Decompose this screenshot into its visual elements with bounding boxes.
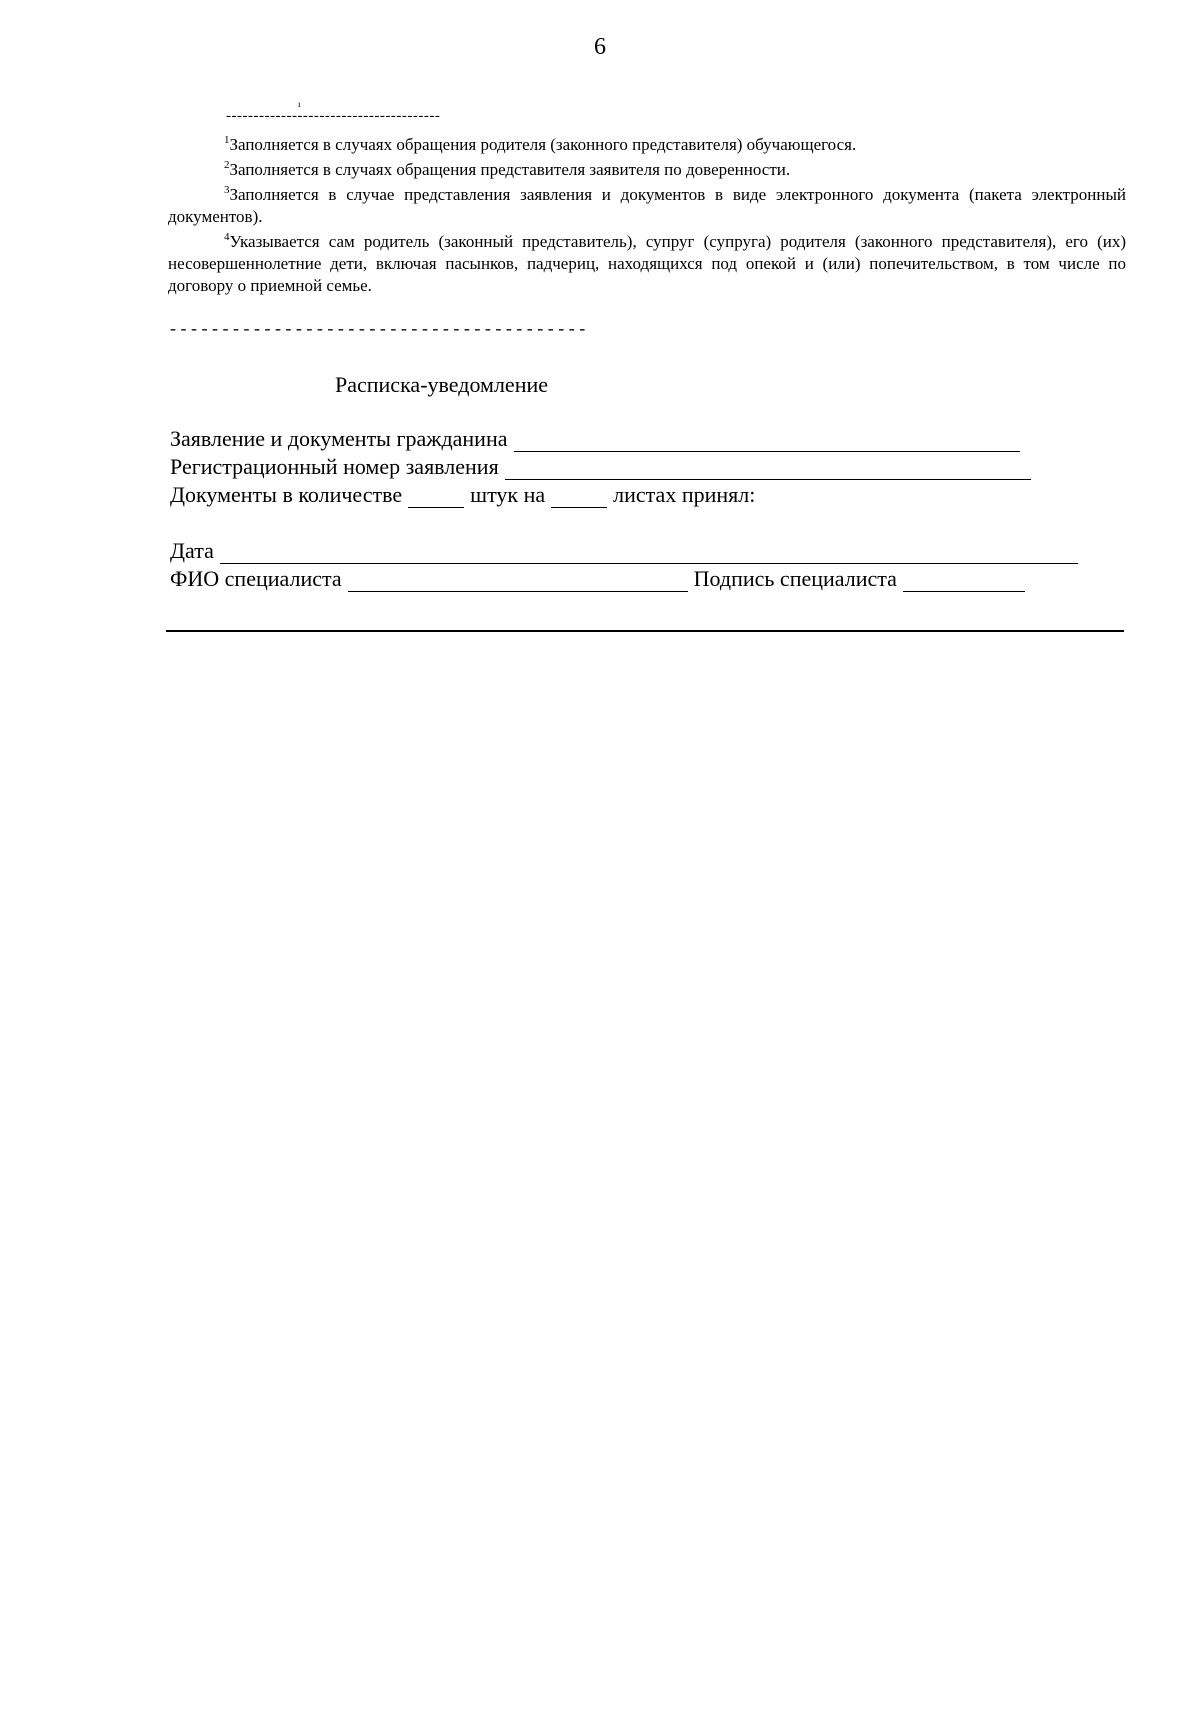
reg-number-label: Регистрационный номер заявления [170, 454, 499, 479]
footnote-2 [168, 159, 1126, 181]
applicant-field[interactable] [514, 429, 1020, 452]
specialist-name-label: ФИО специалиста [170, 566, 342, 591]
separator-tick: ı [298, 99, 301, 109]
page-number: 6 [594, 34, 606, 60]
footnote-4 [168, 231, 1126, 297]
dashed-cut-line: - - - - - - - - - - - - - - - - - - - - - - - - - - - - - - - - - - - - - - - - [170, 318, 586, 338]
docs-count-prefix: Документы в количестве [170, 482, 403, 507]
reg-number-row [170, 452, 1037, 480]
footnote-1 [168, 134, 1126, 156]
footnote-mark: 3 [224, 184, 230, 196]
footnote-text: Заполняется в случаях обращения представителя заявителя по доверенности. [229, 160, 791, 179]
docs-count-middle: штук на [470, 482, 546, 507]
docs-count-suffix: листах принял: [613, 482, 756, 507]
footnote-mark: 1 [224, 134, 230, 146]
docs-count-row [170, 480, 755, 508]
applicant-row [170, 424, 1026, 452]
bottom-rule [166, 630, 1124, 632]
reg-number-field[interactable] [505, 457, 1031, 480]
footnote-text: Заполняется в случае представления заявления и документов в виде электронного документа (пакета электронный документов). [168, 185, 1126, 226]
footnote-mark: 4 [224, 231, 230, 243]
footnote-text: Заполняется в случаях обращения родителя (законного представителя) обучающегося. [229, 135, 857, 154]
specialist-signature-label: Подпись специалиста [693, 566, 897, 591]
receipt-title: Расписка-уведомление [335, 372, 549, 397]
sheets-count-field[interactable] [551, 485, 607, 508]
footnote-text: Указывается сам родитель (законный представитель), супруг (супруга) родителя (законного представителя), его (их) несовершеннолетние дети, включая пасынков, падчериц, находящихся под опекой и (или) попечительством, в том числе по договору о приемной семье. [168, 232, 1126, 295]
footnotes [168, 134, 1126, 300]
specialist-row [170, 564, 1031, 592]
date-label: Дата [170, 538, 214, 563]
docs-count-field[interactable] [408, 485, 464, 508]
date-row [170, 536, 1084, 564]
footnote-separator: --------------------------------------- [226, 108, 441, 124]
footnote-mark: 2 [224, 159, 230, 171]
date-field[interactable] [220, 541, 1078, 564]
applicant-label: Заявление и документы гражданина [170, 426, 508, 451]
specialist-signature-field[interactable] [903, 569, 1025, 592]
footnote-3 [168, 184, 1126, 228]
specialist-name-field[interactable] [348, 569, 688, 592]
